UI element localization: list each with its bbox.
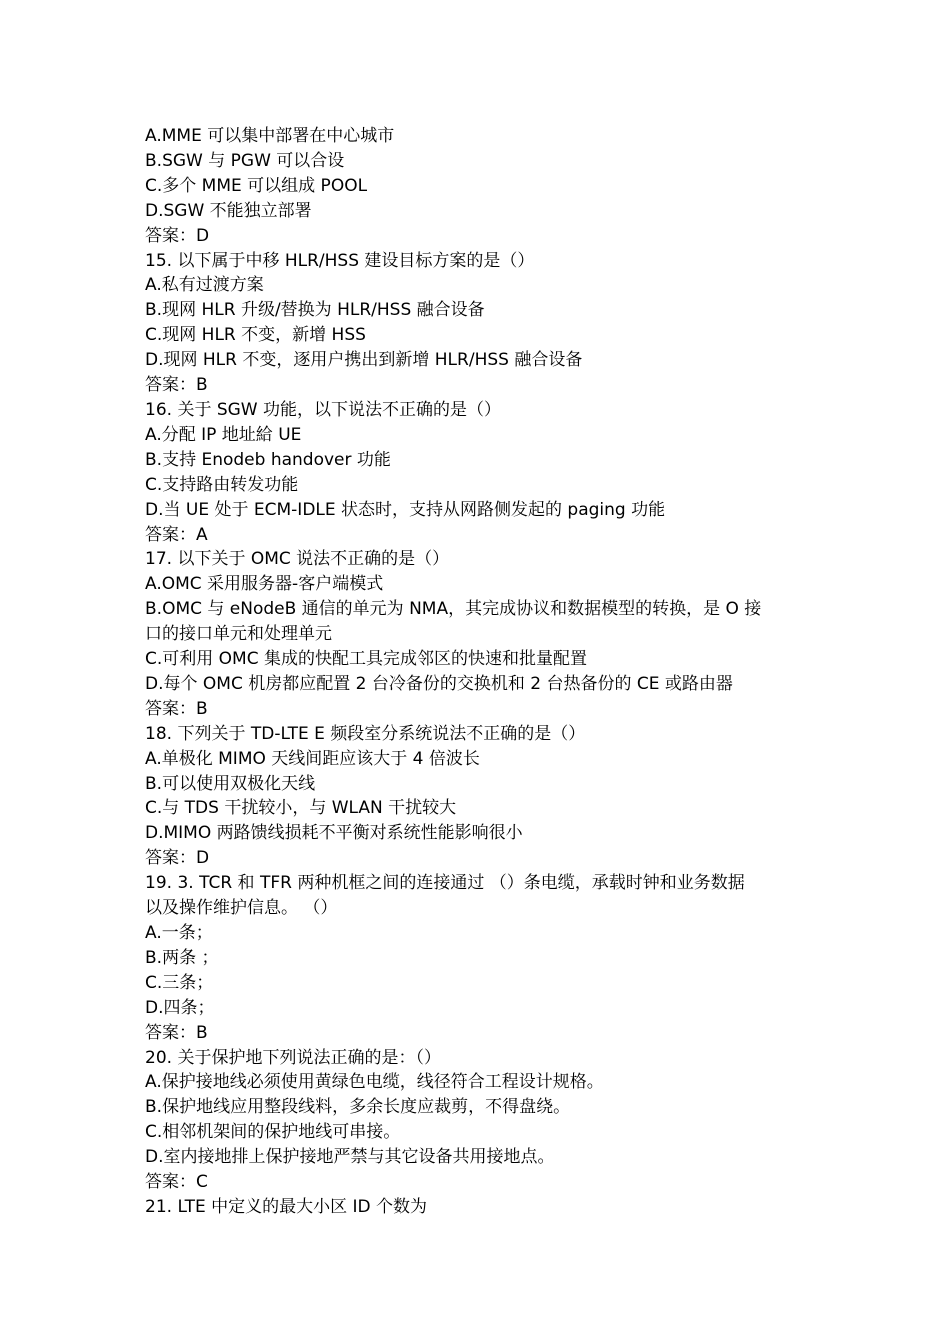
text-line: A.私有过渡方案	[145, 275, 264, 296]
text-line: 以及操作维护信息。 （）	[145, 898, 338, 919]
answer-line: 答案：D	[145, 225, 210, 246]
text-line: D.每个 OMC 机房都应配置 2 台冷备份的交换机和 2 台热备份的 CE 或路由器	[145, 673, 733, 694]
question-line: 20. 关于保护地下列说法正确的是：（）	[145, 1047, 441, 1068]
text-line: C.可利用 OMC 集成的快配工具完成邻区的快速和批量配置	[145, 649, 587, 670]
text-line: D.四条；	[145, 997, 215, 1018]
text-line: B.SGW 与 PGW 可以合设	[145, 150, 345, 171]
text-line: B.两条 ；	[145, 947, 219, 968]
question-line: 16. 关于 SGW 功能，以下说法不正确的是（）	[145, 399, 502, 420]
text-line: B.保护地线应用整段线料，多余长度应裁剪，不得盘绕。	[145, 1097, 571, 1118]
text-line: C.多个 MME 可以组成 POOL	[145, 175, 368, 196]
text-line: C.支持路由转发功能	[145, 474, 299, 495]
text-line: B.可以使用双极化天线	[145, 773, 316, 794]
text-line: D.SGW 不能独立部署	[145, 200, 312, 221]
answer-line: 答案：B	[145, 375, 208, 396]
text-line: A.保护接地线必须使用黄绿色电缆，线径符合工程设计规格。	[145, 1072, 604, 1093]
text-line: D.室内接地排上保护接地严禁与其它设备共用接地点。	[145, 1147, 555, 1168]
question-line: 17. 以下关于 OMC 说法不正确的是（）	[145, 549, 450, 570]
answer-line: 答案：B	[145, 1022, 208, 1043]
answer-line: 答案：A	[145, 524, 208, 545]
answer-line: 答案：D	[145, 848, 210, 869]
text-line: A.分配 IP 地址給 UE	[145, 424, 302, 445]
text-line: C.三条；	[145, 972, 214, 993]
question-line: 15. 以下属于中移 HLR/HSS 建设目标方案的是（）	[145, 250, 535, 271]
text-line: C.现网 HLR 不变，新增 HSS	[145, 325, 366, 346]
text-line: B.OMC 与 eNodeB 通信的单元为 NMA，其完成协议和数据模型的转换，是 O 接	[145, 599, 762, 620]
document-body	[145, 124, 815, 1220]
question-line: 19. 3. TCR 和 TFR 两种机框之间的连接通过 （）条电缆，承载时钟和业务数据	[145, 873, 745, 894]
question-line: 18. 下列关于 TD-LTE E 频段室分系统说法不正确的是（）	[145, 723, 586, 744]
text-line: B.支持 Enodeb handover 功能	[145, 449, 391, 470]
text-line: C.与 TDS 干扰较小，与 WLAN 干扰较大	[145, 798, 457, 819]
text-line: D.MIMO 两路馈线损耗不平衡对系统性能影响很小	[145, 823, 523, 844]
text-line: B.现网 HLR 升级/替换为 HLR/HSS 融合设备	[145, 300, 485, 321]
text-line: A.单极化 MIMO 天线间距应该大于 4 倍波长	[145, 748, 480, 769]
answer-line: 答案：B	[145, 698, 208, 719]
text-line: A.OMC 采用服务器-客户端模式	[145, 574, 384, 595]
text-line: A.MME 可以集中部署在中心城市	[145, 126, 395, 146]
text-line: 口的接口单元和处理单元	[145, 624, 332, 645]
text-line: A.一条；	[145, 923, 213, 943]
text-line: C.相邻机架间的保护地线可串接。	[145, 1122, 401, 1143]
question-line: 21. LTE 中定义的最大小区 ID 个数为	[145, 1196, 428, 1217]
text-line: D.当 UE 处于 ECM-IDLE 状态时，支持从网路侧发起的 paging 功能	[145, 499, 666, 520]
text-line: D.现网 HLR 不变，逐用户携出到新增 HLR/HSS 融合设备	[145, 350, 583, 371]
answer-line: 答案：C	[145, 1172, 208, 1193]
